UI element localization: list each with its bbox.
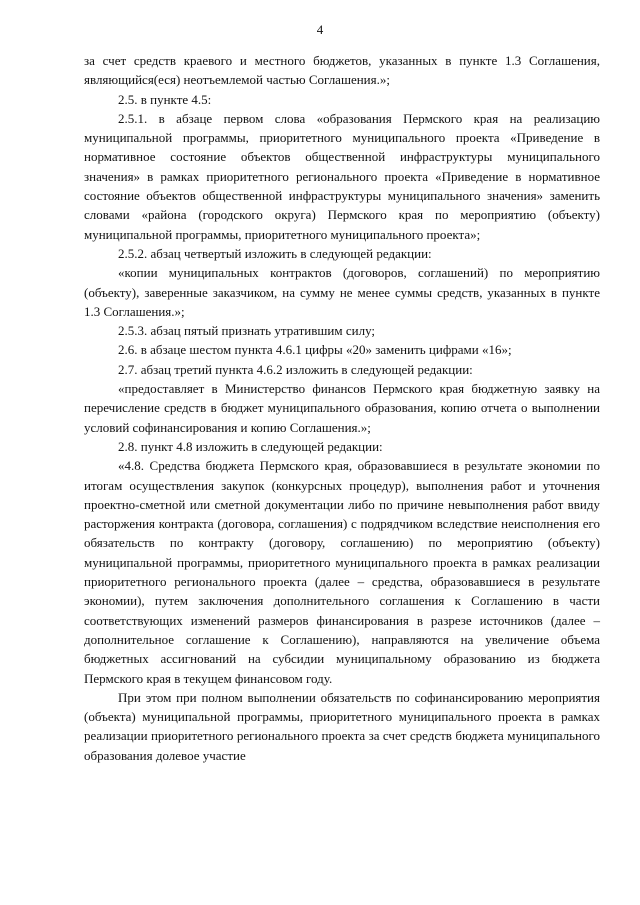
paragraph-p1: 2.5. в пункте 4.5: — [118, 91, 212, 107]
paragraph-p10: «4.8. Средства бюджета Пермского края, образовавшиеся в результате экономии по итогам осуществления закупок (конкурсных процедур), выполнения работ и уточнения проектно-сметной или сметной документации либо по причине невыполнения работ ввиду расторжения контракта (договора, соглашения) с подрядчиком вследствие неисполнения его обязательств по контракту (договору, соглашению) по мероприятию (объекту) муниципальной программы, приоритетного муниципального проекта в рамках реализации приоритетного регионального проекта (далее – средства, образовавшиеся в результате экономии), путем заключения дополнительного соглашения к Соглашению в части соответствующих изменений размеров финансирования в разрезе источников (далее – дополнительное соглашение к Соглашению), направляются на увеличение объема бюджетных ассигнований на субсидии муниципальному образованию из бюджета Пермского края в текущем финансовом году. — [84, 458, 600, 686]
paragraph-p11: При этом при полном выполнении обязательств по софинансированию мероприятия (объекта) муниципальной программы, приоритетного муниципального проекта в рамках реализации приоритетного регионального проекта за счет средств бюджета муниципального образования долевое участие — [84, 689, 600, 763]
paragraph-p4: «копии муниципальных контрактов (договоров, соглашений) по мероприятию (объекту), заверенные заказчиком, на сумму не менее суммы средств, указанных в пункте 1.3 Соглашения.»; — [84, 265, 600, 319]
paragraph-p2: 2.5.1. в абзаце первом слова «образования Пермского края на реализацию муниципальной программы, приоритетного муниципального проекта «Приведение в нормативное состояние объектов общественной инфраструктуры муниципального значения» в рамках приоритетного регионального проекта «Приведение в нормативное состояние объектов общественной инфраструктуры муниципального значения» заменить словами «района (городского округа) Пермского края по мероприятию (объекту) муниципальной программы, приоритетного муниципального проекта»; — [84, 110, 600, 242]
paragraph-p6: 2.6. в абзаце шестом пункта 4.6.1 цифры «20» заменить цифрами «16»; — [118, 342, 512, 358]
paragraph-p0: за счет средств краевого и местного бюджетов, указанных в пункте 1.3 Соглашения, являющийся(еся) неотъемлемой частью Соглашения.»; — [84, 53, 600, 88]
paragraph-p7: 2.7. абзац третий пункта 4.6.2 изложить в следующей редакции: — [118, 361, 473, 377]
page-number: 4 — [316, 22, 324, 37]
paragraph-p9: 2.8. пункт 4.8 изложить в следующей редакции: — [118, 438, 383, 454]
document-body — [84, 51, 600, 765]
paragraph-p3: 2.5.2. абзац четвертый изложить в следующей редакции: — [118, 245, 432, 261]
paragraph-p5: 2.5.3. абзац пятый признать утратившим силу; — [118, 323, 376, 339]
paragraph-p8: «предоставляет в Министерство финансов Пермского края бюджетную заявку на перечисление средств в бюджет муниципального образования, копию отчета о выполнении условий софинансирования и копию Соглашения.»; — [84, 381, 600, 435]
